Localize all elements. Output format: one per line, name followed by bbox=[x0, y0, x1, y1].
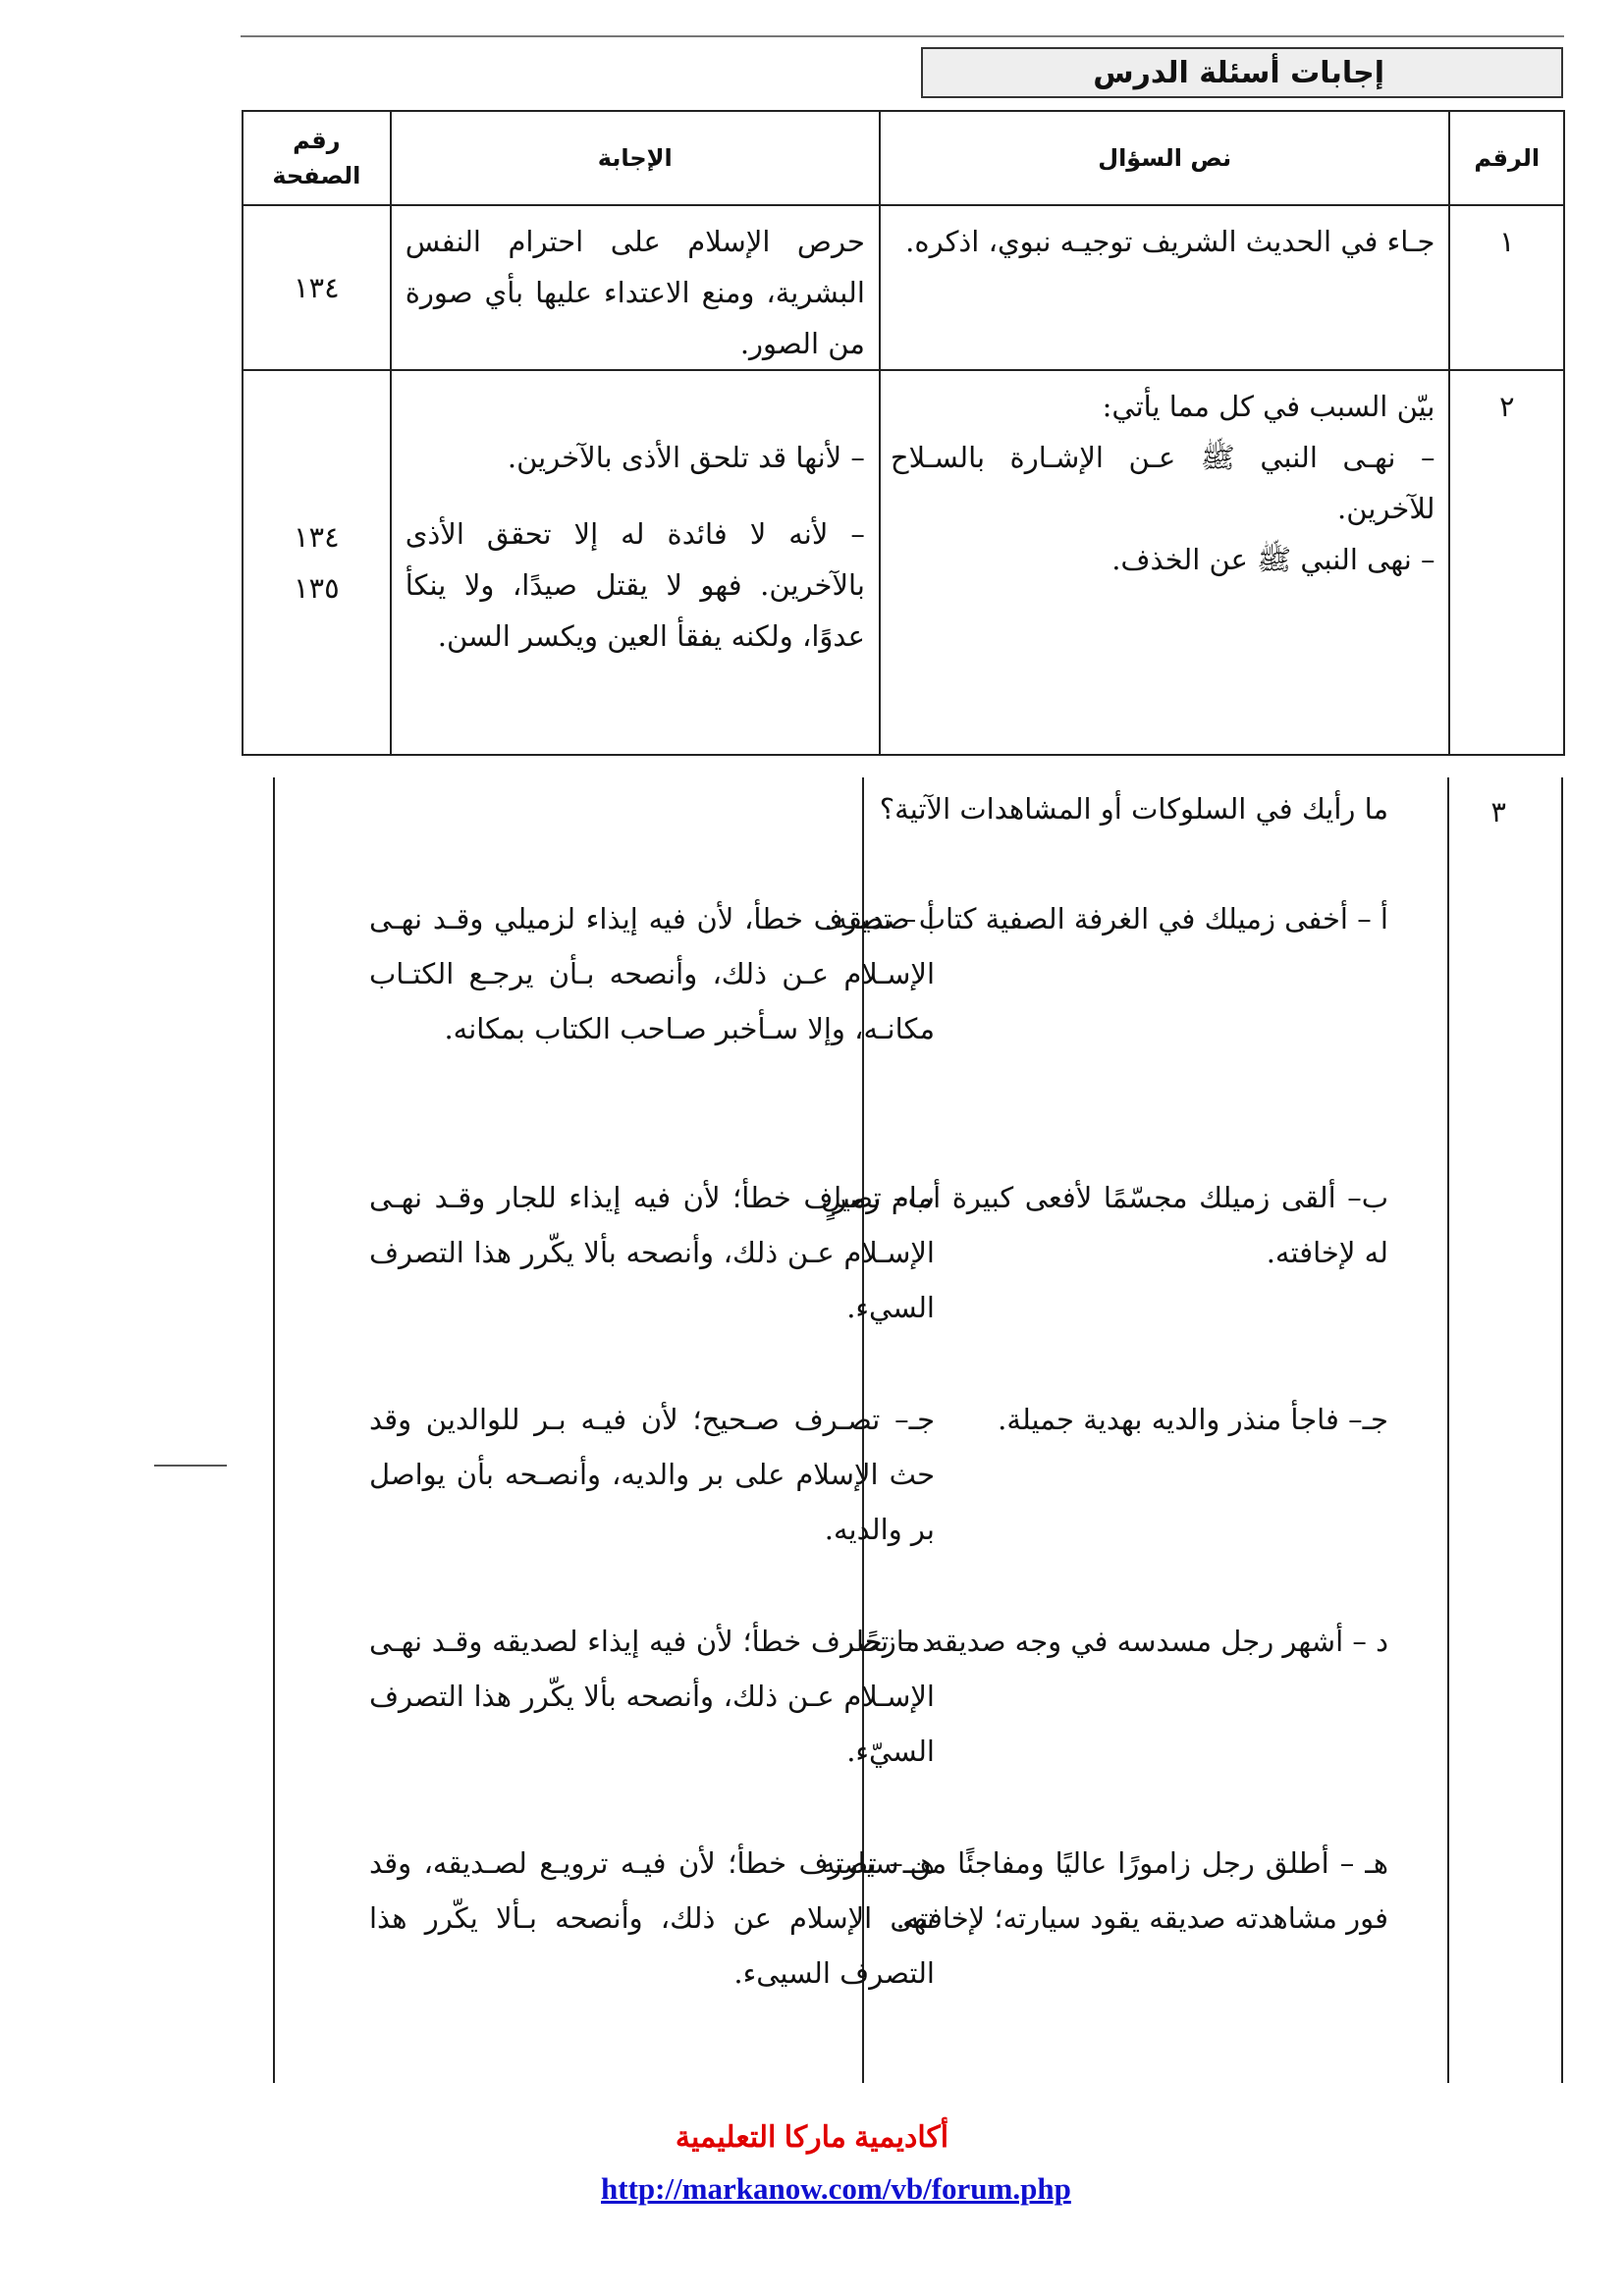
row-3-item-d-question: د – أشهر رجل مسدسه في وجه صديقه مازحًا. bbox=[846, 1625, 1388, 1658]
row-3-item-c-question: جـ– فاجأ منذر والديه بهدية جميلة. bbox=[998, 1403, 1388, 1436]
row-3-item-b-answer: ب– تصرف خطأ؛ لأن فيه إيذاء للجار وقـد نهـى الإسـلام عـن ذلك، وأنصحه بألا يكّرر هذا التصرف السيء. bbox=[369, 1181, 935, 1324]
row-3-item-b-question: ب– ألقى زميلك مجسّمًا لأفعى كبيرة أمام زميلٍ له لإخافته. bbox=[821, 1181, 1388, 1269]
row-2-answer-item: – لأنه لا فائدة له إلا تحقق الأذى بالآخرين. فهو لا يقتل صيدًا، ولا ينكأ عدوًا، ولكنه يفقأ العين ويكسر السن. bbox=[405, 517, 865, 653]
table-row bbox=[243, 205, 1564, 370]
row-3-item-c-answer: جـ– تصـرف صـحيح؛ لأن فيـه بـر للوالدين وقد حث الإسلام على بر والديه، وأنصـحه بأن يواصل بر والديه. bbox=[369, 1403, 935, 1546]
answers-table bbox=[242, 110, 1565, 756]
row-3-item-e-answer: هــ– تصرف خطأ؛ لأن فيـه ترويـع لصـديقه، وقد نهى الإسلام عن ذلك، وأنصحه بـألا يكّرر هذا التصرف السيىء. bbox=[369, 1846, 935, 1990]
table-row bbox=[243, 370, 1564, 755]
row-2-page bbox=[243, 370, 391, 755]
row-2-question-intro: بيّن السبب في كل مما يأتي: bbox=[1102, 390, 1435, 423]
row-1-page: ١٣٤ bbox=[243, 205, 391, 370]
row-3-question-intro: ما رأيك في السلوكات أو المشاهدات الآتية؟ bbox=[879, 792, 1388, 826]
row-1-answer: حرص الإسلام على احترام النفس البشرية، ومنع الاعتداء عليها بأي صورة من الصور. bbox=[391, 205, 880, 370]
row-2-question-item: – نهى النبي ﷺ عن الخذف. bbox=[1111, 543, 1435, 576]
row-2-answer bbox=[391, 370, 880, 755]
row-2-question bbox=[880, 370, 1450, 755]
row-3-item-a-answer: أ – تصرف خطأ، لأن فيه إيذاء لزميلي وقـد نهـى الإسـلام عـن ذلك، وأنصحه بـأن يرجـع الكتـاب مكانـه، وإلا سـأخبر صـاحب الكتاب بمكانه. bbox=[369, 902, 935, 1045]
footer-link[interactable]: http://markanow.com/vb/forum.php bbox=[601, 2171, 1071, 2206]
row-1-question: جـاء في الحديث الشريف توجيـه نبوي، اذكره. bbox=[880, 205, 1450, 370]
footer-academy-name: أكاديمية ماركا التعليمية bbox=[675, 2121, 949, 2154]
row-1-num: ١ bbox=[1449, 205, 1564, 370]
row-3-num-divider bbox=[1447, 777, 1449, 2083]
top-rule bbox=[241, 35, 1564, 37]
page-title bbox=[921, 47, 1563, 98]
margin-dash bbox=[154, 1465, 227, 1467]
header-question: نص السؤال bbox=[880, 111, 1450, 205]
header-page: رقم الصفحة bbox=[243, 111, 391, 205]
header-answer: الإجابة bbox=[391, 111, 880, 205]
row-2-num: ٢ bbox=[1449, 370, 1564, 755]
header-num: الرقم bbox=[1449, 111, 1564, 205]
row-3-item-e-question: هـ – أطلق رجل زامورًا عاليًا ومفاجئًا من سيارته فور مشاهدته صديقه يقود سيارته؛ لإخافته. bbox=[821, 1846, 1388, 1935]
row-3-left-border bbox=[273, 777, 275, 2083]
row-3-right-border bbox=[1561, 777, 1563, 2083]
row-2-question-item: – نهـى النبي ﷺ عـن الإشـارة بالسـلاح للآخرين. bbox=[890, 441, 1435, 525]
row-3-section bbox=[273, 777, 1563, 2083]
page-title-text: إجابات أسئلة الدرس bbox=[1093, 55, 1384, 90]
table-header-row bbox=[243, 111, 1564, 205]
row-2-page-line: ١٣٤ bbox=[293, 520, 340, 554]
row-3-num: ٣ bbox=[1490, 795, 1506, 828]
row-3-item-d-answer: د – تصرف خطأ؛ لأن فيه إيذاء لصديقه وقـد نهـى الإسـلام عـن ذلك، وأنصحه بألا يكّرر هذا التصرف السيّء. bbox=[369, 1625, 935, 1768]
row-3-item-a-question: أ – أخفى زميلك في الغرفة الصفية كتاب صديقه. bbox=[824, 902, 1388, 935]
row-2-page-line: ١٣٥ bbox=[293, 571, 340, 605]
row-2-answer-item: – لأنها قد تلحق الأذى بالآخرين. bbox=[507, 441, 865, 474]
